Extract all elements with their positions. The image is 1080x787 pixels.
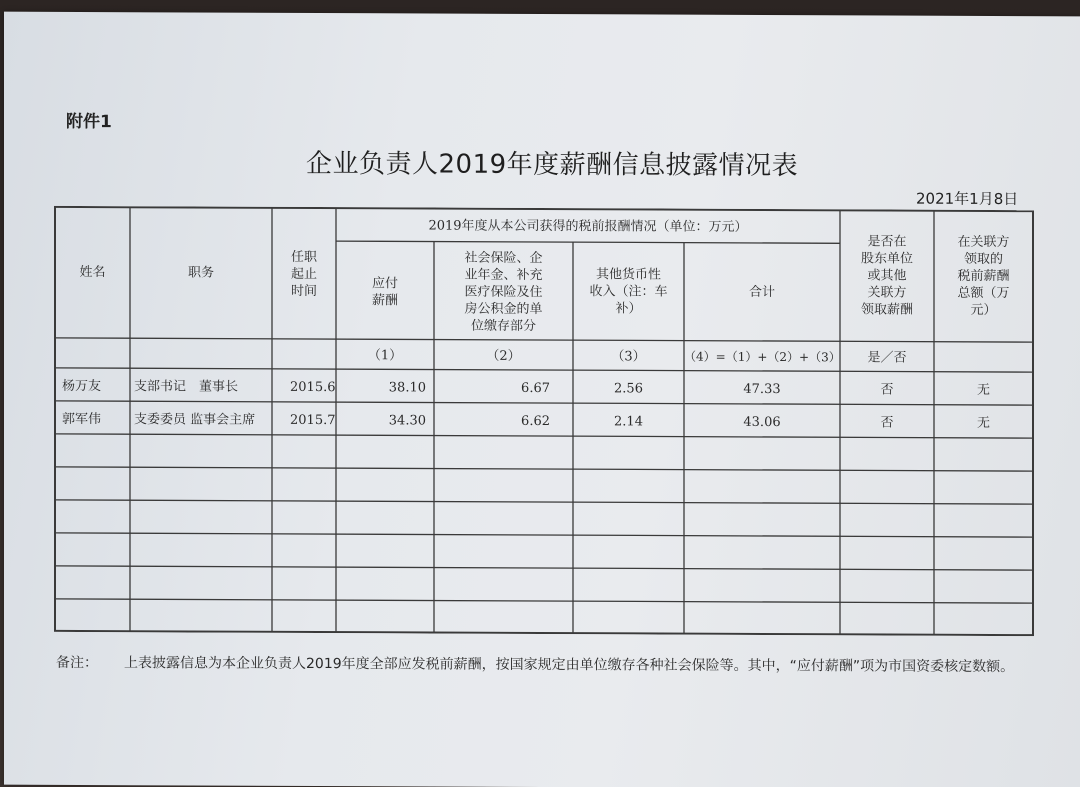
footnote [56,649,1036,676]
header-salary: 应付 薪酬 [371,276,398,309]
row1-related: 无 [976,382,990,398]
row2-tenure: 2015.7 [290,412,336,429]
header-position: 职务 [187,265,214,281]
row1-other: 2.56 [614,381,643,397]
row2-name: 郭军伟 [62,411,102,428]
paper-sheet [4,12,1080,787]
row1-position: 支部书记 董事长 [134,379,239,395]
subheader-5: 是／否 [867,350,907,366]
row2-salary: 34.30 [388,413,426,429]
footnote-text: 上表披露信息为本企业负责人2019年度全部应发税前薪酬，按国家规定由单位缴存各种社会保险等。其中，“应付薪酬”项为市国资委核定数额。 [124,655,1015,676]
row2-shareholder: 否 [880,415,894,431]
subheader-4: （4）=（1）+（2）+（3） [684,349,841,365]
header-name: 姓名 [79,264,106,281]
row1-total: 47.33 [743,381,781,398]
salary-table [54,206,1034,636]
header-group: 2019年度从本公司获得的税前报酬情况（单位：万元） [428,218,748,235]
attachment-label: 附件1 [66,111,112,133]
header-insurance: 社会保险、企 业年金、补充 医疗保险及住 房公积金的单 位缴存部分 [464,250,543,334]
header-shareholder: 是否在 股东单位 或其他 关联方 领取薪酬 [860,234,913,318]
header-related: 在关联方 领取的 税前薪酬 总额（万 元） [957,234,1010,318]
subheader-1: （1） [367,348,403,364]
row2-other: 2.14 [614,414,643,430]
subheader-2: （2） [486,348,521,364]
row1-name: 杨万友 [62,378,102,395]
row2-insurance: 6.62 [521,413,550,430]
header-total: 合计 [748,284,775,301]
row1-tenure: 2015.6 [290,379,336,396]
footnote-label: 备注： [56,654,98,672]
row1-shareholder: 否 [880,382,894,398]
subheader-3: （3） [611,349,646,365]
row1-salary: 38.10 [388,380,426,396]
row2-related: 无 [976,415,990,431]
header-tenure: 任职 起止 时间 [290,249,317,300]
document-title: 企业负责人2019年度薪酬信息披露情况表 [306,148,799,182]
header-other: 其他货币性 收入（注：车 补） [589,267,668,317]
row1-insurance: 6.67 [521,380,550,397]
row2-position: 支委委员 监事会主席 [134,412,256,428]
document-date: 2021年1月8日 [916,189,1019,209]
row2-total: 43.06 [743,414,781,431]
